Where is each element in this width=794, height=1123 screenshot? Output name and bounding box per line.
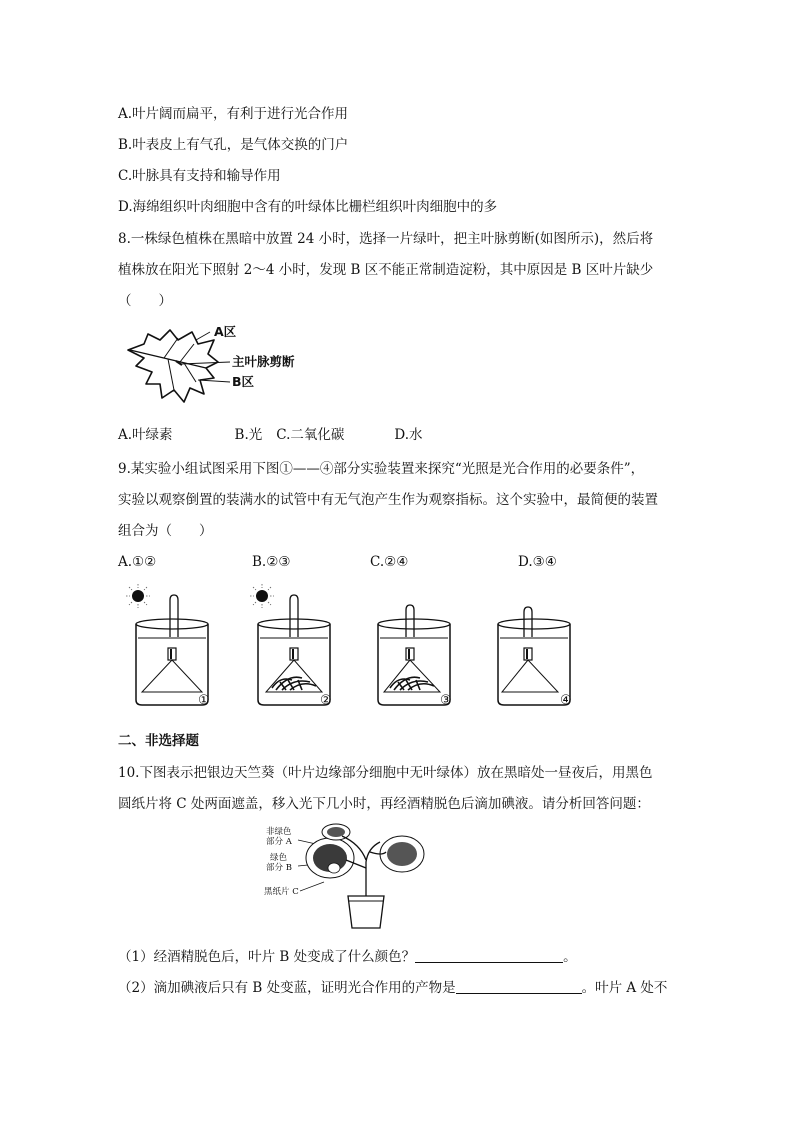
q10-sub2-tail: 。叶片 A 处不 xyxy=(581,980,668,996)
apparatus-1 xyxy=(118,582,228,710)
q10-stem-line2: 圆纸片将 C 处两面遮盖，移入光下几小时，再经酒精脱色后滴加碘液。请分析回答问题： xyxy=(118,796,650,812)
q8-leaf-figure xyxy=(118,322,308,414)
q10-sub1-text: （1）经酒精脱色后，叶片 B 处变成了什么颜色？ xyxy=(118,949,416,965)
leaf-right xyxy=(380,836,424,872)
q10-label-b2: 部分 B xyxy=(266,863,292,873)
q8-option-a: A.叶绿素 xyxy=(118,427,173,443)
answer-blank-2[interactable] xyxy=(456,979,582,994)
q7-option-c: C.叶脉具有支持和输导作用 xyxy=(118,168,281,184)
q10-sub1 xyxy=(118,947,577,967)
q8-options xyxy=(118,425,423,445)
leaf-left xyxy=(306,838,354,878)
q10-label-a1: 非绿色 xyxy=(266,827,292,837)
q8-option-b: B.光 xyxy=(234,427,263,443)
q7-option-b: B.叶表皮上有气孔，是气体交换的门户 xyxy=(118,137,349,153)
q10-stem-line1: 10.下图表示把银边天竺葵（叶片边缘部分细胞中无叶绿体）放在黑暗处一昼夜后，用黑色 xyxy=(118,765,653,781)
q10-sub1-end: 。 xyxy=(563,949,577,965)
q10-label-b1: 绿色 xyxy=(270,853,288,863)
q9-option-c: C.②④ xyxy=(370,554,409,570)
q8-answer-bracket: （ ） xyxy=(118,293,172,309)
apparatus-3 xyxy=(360,582,470,710)
q10-geranium-figure xyxy=(262,822,442,932)
q8-stem-line2: 植株放在阳光下照射 2～4 小时，发现 B 区不能正常制造淀粉，其中原因是 B 区叶片缺少 xyxy=(118,262,654,278)
q10-label-c: 黑纸片 C xyxy=(264,887,299,897)
q10-label-a2: 部分 A xyxy=(266,837,292,847)
apparatus-2 xyxy=(240,582,350,710)
q8-label-b: B区 xyxy=(232,374,255,389)
q8-label-cut: 主叶脉剪断 xyxy=(232,354,295,369)
q8-stem-line1: 8.一株绿色植株在黑暗中放置 24 小时，选择一片绿叶，把主叶脉剪断(如图所示)，然后将 xyxy=(118,231,654,247)
section-title: 二、非选择题 xyxy=(118,733,199,749)
q8-option-c: C.二氧化碳 xyxy=(276,427,345,443)
sun-icon xyxy=(250,584,274,608)
q9-stem-line2: 实验以观察倒置的装满水的试管中有无气泡产生作为观察指标。这个实验中，最简便的装置 xyxy=(118,492,658,508)
q9-option-b: B.②③ xyxy=(252,554,291,570)
q8-option-d: D.水 xyxy=(394,427,423,443)
apparatus-4-label: ④ xyxy=(560,693,572,708)
apparatus-4 xyxy=(480,582,590,710)
q9-stem-line3: 组合为（ ） xyxy=(118,523,213,539)
q9-option-d: D.③④ xyxy=(518,554,557,570)
apparatus-3-label: ③ xyxy=(440,693,452,708)
water-plant xyxy=(272,677,316,690)
answer-blank-1[interactable] xyxy=(415,948,563,963)
q10-sub2-text: （2）滴加碘液后只有 B 处变蓝，证明光合作用的产物是 xyxy=(118,980,456,996)
sun-icon xyxy=(126,584,150,608)
apparatus-2-label: ② xyxy=(320,693,332,708)
q7-option-a: A.叶片阔而扁平，有利于进行光合作用 xyxy=(118,106,349,122)
q8-label-a: A区 xyxy=(214,324,237,339)
q9-stem-line1: 9.某实验小组试图采用下图①——④部分实验装置来探究“光照是光合作用的必要条件”， xyxy=(118,461,645,477)
q7-option-d: D.海绵组织叶肉细胞中含有的叶绿体比栅栏组织叶肉细胞中的多 xyxy=(118,199,498,215)
q10-sub2 xyxy=(118,978,667,998)
q9-option-a: A.①② xyxy=(118,554,157,570)
apparatus-1-label: ① xyxy=(198,693,210,708)
